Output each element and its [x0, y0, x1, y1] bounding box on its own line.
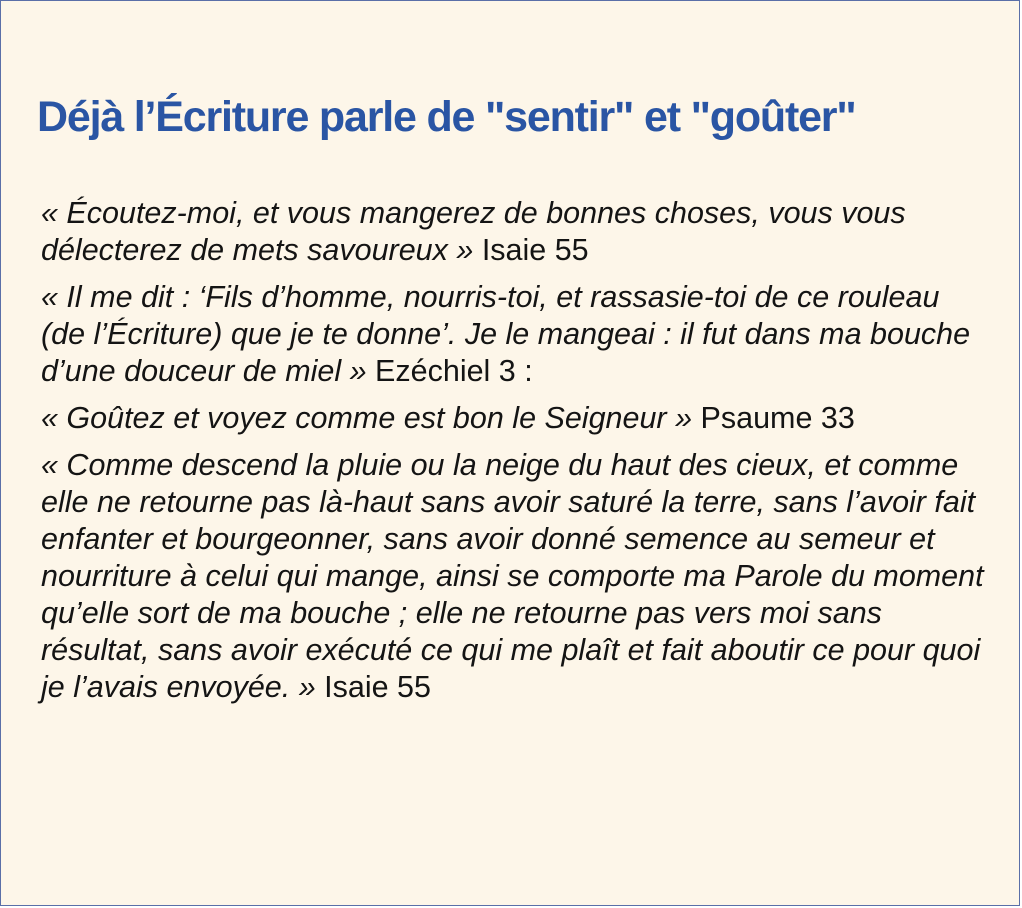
quote-isaie-55-second	[41, 447, 991, 706]
quote-ezechiel-3	[41, 279, 991, 390]
quotes-list	[41, 195, 991, 716]
quote-source: Isaie 55	[481, 233, 589, 267]
quote-source: Isaie 55	[324, 670, 431, 704]
quote-isaie-55-first	[41, 195, 991, 269]
box-title: Déjà l’Écriture parle de "sentir" et "goûter"	[37, 93, 856, 141]
quote-source: Ezéchiel 3 :	[375, 354, 533, 388]
quote-text: « Il me dit : ‘Fils d’homme, nourris-toi, et rassasie-toi de ce rouleau (de l’Écriture) que je te donne’. Je le mangeai : il fut dans ma bouche d’une douceur de miel »	[41, 280, 971, 388]
quote-text: « Goûtez et voyez comme est bon le Seigneur »	[41, 401, 693, 435]
quote-text: « Comme descend la pluie ou la neige du haut des cieux, et comme elle ne retourne pas là-haut sans avoir saturé la terre, sans l’avoir fait enfanter et bourgeonner, sans avoir donné semence au semeur et nourriture à celui qui mange, ainsi se comporte ma Parole du moment qu’elle sort de ma bouche ; elle ne retourne pas vers moi sans résultat, sans avoir exécuté ce qui me plaît et fait aboutir ce pour quoi je l’avais envoyée. »	[41, 448, 984, 704]
quote-text: « Écoutez-moi, et vous mangerez de bonnes choses, vous vous délecterez de mets savoureux »	[41, 196, 906, 267]
quote-psaume-33	[41, 400, 991, 437]
quote-source: Psaume 33	[700, 401, 855, 435]
